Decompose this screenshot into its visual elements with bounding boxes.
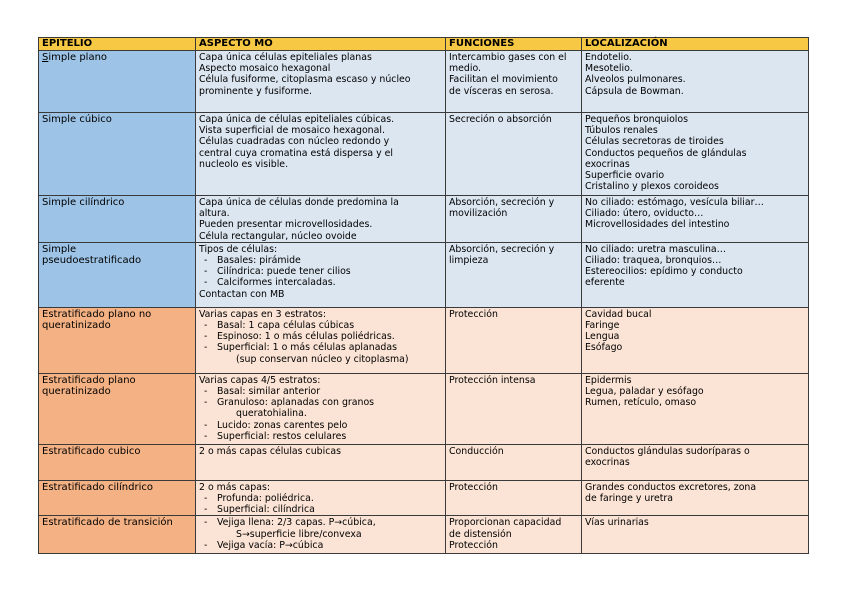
aspecto-cell [196, 196, 446, 243]
cell-line: Grandes conductos excretores, zona [585, 481, 757, 493]
table-row [39, 113, 809, 196]
cell-line: Protección intensa [449, 374, 536, 386]
cell-line: Proporcionan capacidad [449, 517, 562, 529]
cell-line: Capa única de células epiteliales cúbicas. [199, 114, 395, 125]
epitelio-cell [39, 242, 196, 307]
epitelio-cell [39, 196, 196, 243]
funciones-cell [446, 242, 582, 307]
aspecto-cell [196, 480, 446, 516]
cell-line: Ciliado: útero, oviducto… [585, 208, 704, 220]
cell-line: Túbulos renales [585, 125, 658, 137]
header-funciones: FUNCIONES [446, 38, 582, 51]
cell-line: Protección [449, 539, 498, 551]
table-row [39, 480, 809, 516]
cell-line: Estratificado de transición [42, 517, 173, 529]
localizacion-cell [582, 444, 809, 480]
epitelio-cell [39, 444, 196, 480]
epitelio-cell [39, 51, 196, 113]
cell-line: Conducción [449, 445, 504, 457]
table-body [39, 51, 809, 554]
cell-line: Superficie ovario [585, 170, 665, 182]
epitelio-cell [39, 307, 196, 373]
cell-line: - Lucido: zonas carentes pelo [199, 420, 442, 431]
cell-line: - Vejiga llena: 2/3 capas. P→cúbica, [199, 517, 442, 528]
cell-line: - Superficial: 1 o más células aplanadas [199, 342, 442, 353]
cell-line: Ciliado: traquea, bronquios… [585, 255, 722, 267]
funciones-cell [446, 51, 582, 113]
epitelio-cell [39, 373, 196, 444]
cell-line: No ciliado: uretra masculina… [585, 243, 727, 255]
cell-line: Varias capas 4/5 estratos: [199, 374, 321, 386]
localizacion-cell [582, 373, 809, 444]
cell-line: Pequeños bronquiolos [585, 114, 689, 125]
header-row [39, 38, 809, 51]
cell-line: Simple cúbico [42, 114, 112, 125]
cell-line: Absorción, secreción y [449, 197, 555, 208]
cell-line: pseudoestratificado [42, 255, 142, 267]
table-row [39, 242, 809, 307]
cell-line: Epidermis [585, 374, 632, 386]
cell-line: - Espinoso: 1 o más células poliédricas. [199, 331, 442, 342]
cell-line: Capa única de células donde predomina la [199, 197, 399, 208]
epitelio-cell [39, 113, 196, 196]
cell-line: Conductos pequeños de glándulas [585, 147, 747, 159]
cell-line: Simple plano [42, 52, 108, 63]
cell-line: altura. [199, 208, 230, 220]
cell-line: eferente [585, 277, 625, 289]
cell-line: Estratificado plano no [42, 308, 152, 320]
aspecto-cell [196, 373, 446, 444]
cell-line: S→superficie libre/convexa [236, 528, 362, 540]
cell-line: Cavidad bucal [585, 308, 652, 320]
cell-line: Legua, paladar y esófago [585, 386, 704, 398]
cell-line: central cuya cromatina está dispersa y el [199, 147, 394, 159]
cell-line: Capa única células epiteliales planas [199, 52, 372, 63]
cell-line: - Calciformes intercaladas. [199, 277, 442, 288]
localizacion-cell [582, 51, 809, 113]
table-row [39, 307, 809, 373]
cell-line: de vísceras en serosa. [449, 85, 554, 97]
cell-line: - Superficial: cilíndrica [199, 504, 442, 515]
cell-line: Células secretoras de tiroides [585, 136, 724, 148]
cell-line: 2 o más capas: [199, 481, 271, 493]
cell-line: Tipos de células: [199, 243, 278, 255]
cell-line: Aspecto mosaico hexagonal [199, 63, 331, 75]
cell-line: Contactan con MB [199, 288, 285, 300]
funciones-cell [446, 307, 582, 373]
table-row [39, 516, 809, 554]
cell-line: No ciliado: estómago, vesícula biliar… [585, 197, 764, 208]
cell-line: Simple [42, 243, 77, 255]
cell-line: - Superficial: restos celulares [199, 431, 442, 442]
funciones-cell [446, 480, 582, 516]
cell-line: Rumen, retículo, omaso [585, 397, 697, 409]
cell-line: Cápsula de Bowman. [585, 85, 684, 97]
cell-line: queratinizado [42, 386, 111, 398]
cell-line: de distensión [449, 528, 512, 540]
cell-line: Cristalino y plexos coroideos [585, 181, 719, 193]
cell-line: Células cuadradas con núcleo redondo y [199, 136, 390, 148]
cell-line: Intercambio gases con el [449, 52, 567, 63]
cell-line: - Cilíndrica: puede tener cilios [199, 266, 442, 277]
cell-line: 2 o más capas células cubicas [199, 445, 341, 457]
funciones-cell [446, 113, 582, 196]
cell-line: - Granuloso: aplanadas con granos [199, 397, 442, 408]
table-row [39, 51, 809, 113]
funciones-cell [446, 516, 582, 554]
aspecto-cell [196, 307, 446, 373]
cell-line: limpieza [449, 255, 489, 267]
aspecto-cell [196, 242, 446, 307]
aspecto-cell [196, 516, 446, 554]
localizacion-cell [582, 113, 809, 196]
cell-line: medio. [449, 63, 482, 75]
funciones-cell [446, 444, 582, 480]
cell-line: - Basales: pirámide [199, 255, 442, 266]
localizacion-cell [582, 242, 809, 307]
cell-line: Estereocilios: epídimo y conducto [585, 266, 743, 278]
cell-line: Estratificado plano [42, 374, 136, 386]
table-row [39, 196, 809, 243]
funciones-cell [446, 196, 582, 243]
cell-line: Pueden presentar microvellosidades. [199, 219, 373, 231]
cell-line: Lengua [585, 331, 620, 343]
cell-line: Microvellosidades del intestino [585, 219, 730, 231]
localizacion-cell [582, 196, 809, 243]
cell-line: de faringe y uretra [585, 493, 674, 505]
cell-line: Conductos glándulas sudoríparas o [585, 445, 750, 457]
cell-line: Secreción o absorción [449, 114, 552, 125]
cell-line: exocrinas [585, 457, 630, 469]
cell-line: Protección [449, 481, 498, 493]
cell-line: Varias capas en 3 estratos: [199, 308, 326, 320]
cell-line: prominente y fusiforme. [199, 85, 313, 97]
cell-line: movilización [449, 208, 508, 220]
cell-line: queratohialina. [236, 408, 307, 420]
cell-line: Absorción, secreción y [449, 243, 555, 255]
aspecto-cell [196, 444, 446, 480]
cell-line: Simple cilíndrico [42, 197, 125, 208]
cell-line: (sup conservan núcleo y citoplasma) [236, 353, 409, 365]
header-localizacion: LOCALIZACIÓN [582, 38, 809, 51]
localizacion-cell [582, 516, 809, 554]
epithelium-table [38, 37, 809, 554]
cell-line: Estratificado cilíndrico [42, 481, 153, 493]
cell-line: - Basal: 1 capa células cúbicas [199, 320, 442, 331]
cell-line: Protección [449, 308, 498, 320]
cell-line: Mesotelio. [585, 63, 633, 75]
aspecto-cell [196, 51, 446, 113]
cell-line: Célula fusiforme, citoplasma escaso y núcleo [199, 74, 411, 86]
header-epitelio: EPITELIO [39, 38, 196, 51]
cell-line: queratinizado [42, 320, 111, 332]
cell-line: Facilitan el movimiento [449, 74, 558, 86]
localizacion-cell [582, 307, 809, 373]
cell-line: - Basal: similar anterior [199, 386, 442, 397]
epitelio-cell [39, 480, 196, 516]
header-aspecto: ASPECTO MO [196, 38, 446, 51]
localizacion-cell [582, 480, 809, 516]
epitelio-cell [39, 516, 196, 554]
cell-line: nucleolo es visible. [199, 158, 289, 170]
cell-line: - Vejiga vacía: P→cúbica [199, 540, 442, 551]
cell-line: Estratificado cubico [42, 445, 141, 457]
table-row [39, 444, 809, 480]
cell-line: Vista superficial de mosaico hexagonal. [199, 125, 385, 137]
cell-line: Esófago [585, 342, 623, 354]
cell-line: Endotelio. [585, 52, 632, 63]
cell-line: Faringe [585, 320, 620, 332]
cell-line: Alveolos pulmonares. [585, 74, 686, 86]
cell-line: - Profunda: poliédrica. [199, 493, 442, 504]
funciones-cell [446, 373, 582, 444]
cell-line: exocrinas [585, 158, 630, 170]
cell-line: Vías urinarias [585, 517, 649, 529]
cell-line: Célula rectangular, núcleo ovoide [199, 230, 357, 242]
aspecto-cell [196, 113, 446, 196]
table-row [39, 373, 809, 444]
